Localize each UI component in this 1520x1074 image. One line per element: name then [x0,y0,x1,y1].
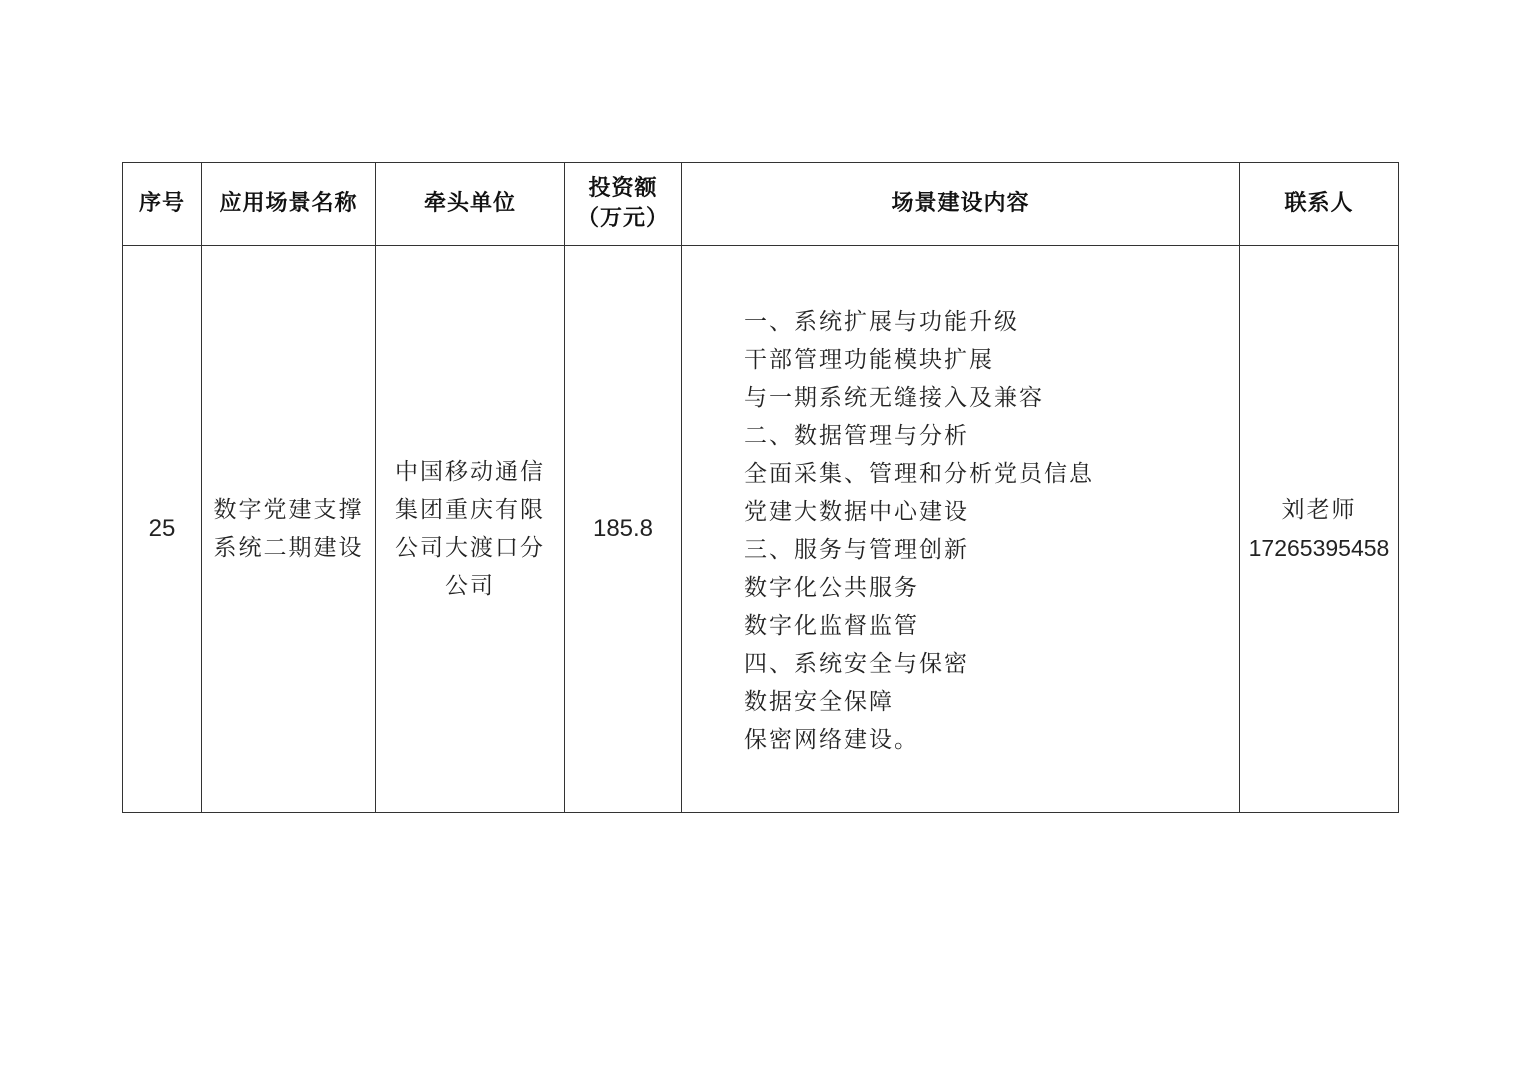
contact-phone: 17265395458 [1248,535,1390,561]
content-line: 二、数据管理与分析 [744,423,969,449]
header-content: 场景建设内容 [682,163,1240,246]
header-name: 应用场景名称 [202,163,376,246]
cell-unit [376,246,565,813]
content-line: 干部管理功能模块扩展 [744,347,994,373]
cell-contact [1240,246,1399,813]
project-table [122,162,1399,813]
content-line: 数字化监督监管 [744,613,919,639]
header-invest-text: 投资额 （万元） [576,176,669,231]
content-line: 三、服务与管理创新 [744,537,969,563]
content-line: 数据安全保障 [744,689,894,715]
row-index: 25 [148,515,176,542]
content-line: 数字化公共服务 [744,575,919,601]
cell-index [123,246,202,813]
row-scene-name: 数字党建支撑系统二期建设 [213,497,364,561]
contact-name: 刘老师 [1281,497,1357,523]
content-list [682,299,1239,759]
header-unit: 牵头单位 [376,163,565,246]
table-row [123,246,1399,813]
header-invest [565,163,682,246]
row-investment: 185.8 [592,515,654,542]
cell-name [202,246,376,813]
content-line: 全面采集、管理和分析党员信息 [744,461,1094,487]
content-line: 与一期系统无缝接入及兼容 [744,385,1044,411]
cell-content [682,246,1240,813]
table-header-row [123,163,1399,246]
row-lead-unit: 中国移动通信集团重庆有限公司大渡口分公司 [395,459,545,599]
content-line: 四、系统安全与保密 [744,651,969,677]
content-line: 党建大数据中心建设 [744,499,969,525]
header-index: 序号 [123,163,202,246]
content-line: 一、系统扩展与功能升级 [744,309,1019,335]
header-contact: 联系人 [1240,163,1399,246]
content-line: 保密网络建设。 [744,727,919,753]
cell-invest [565,246,682,813]
